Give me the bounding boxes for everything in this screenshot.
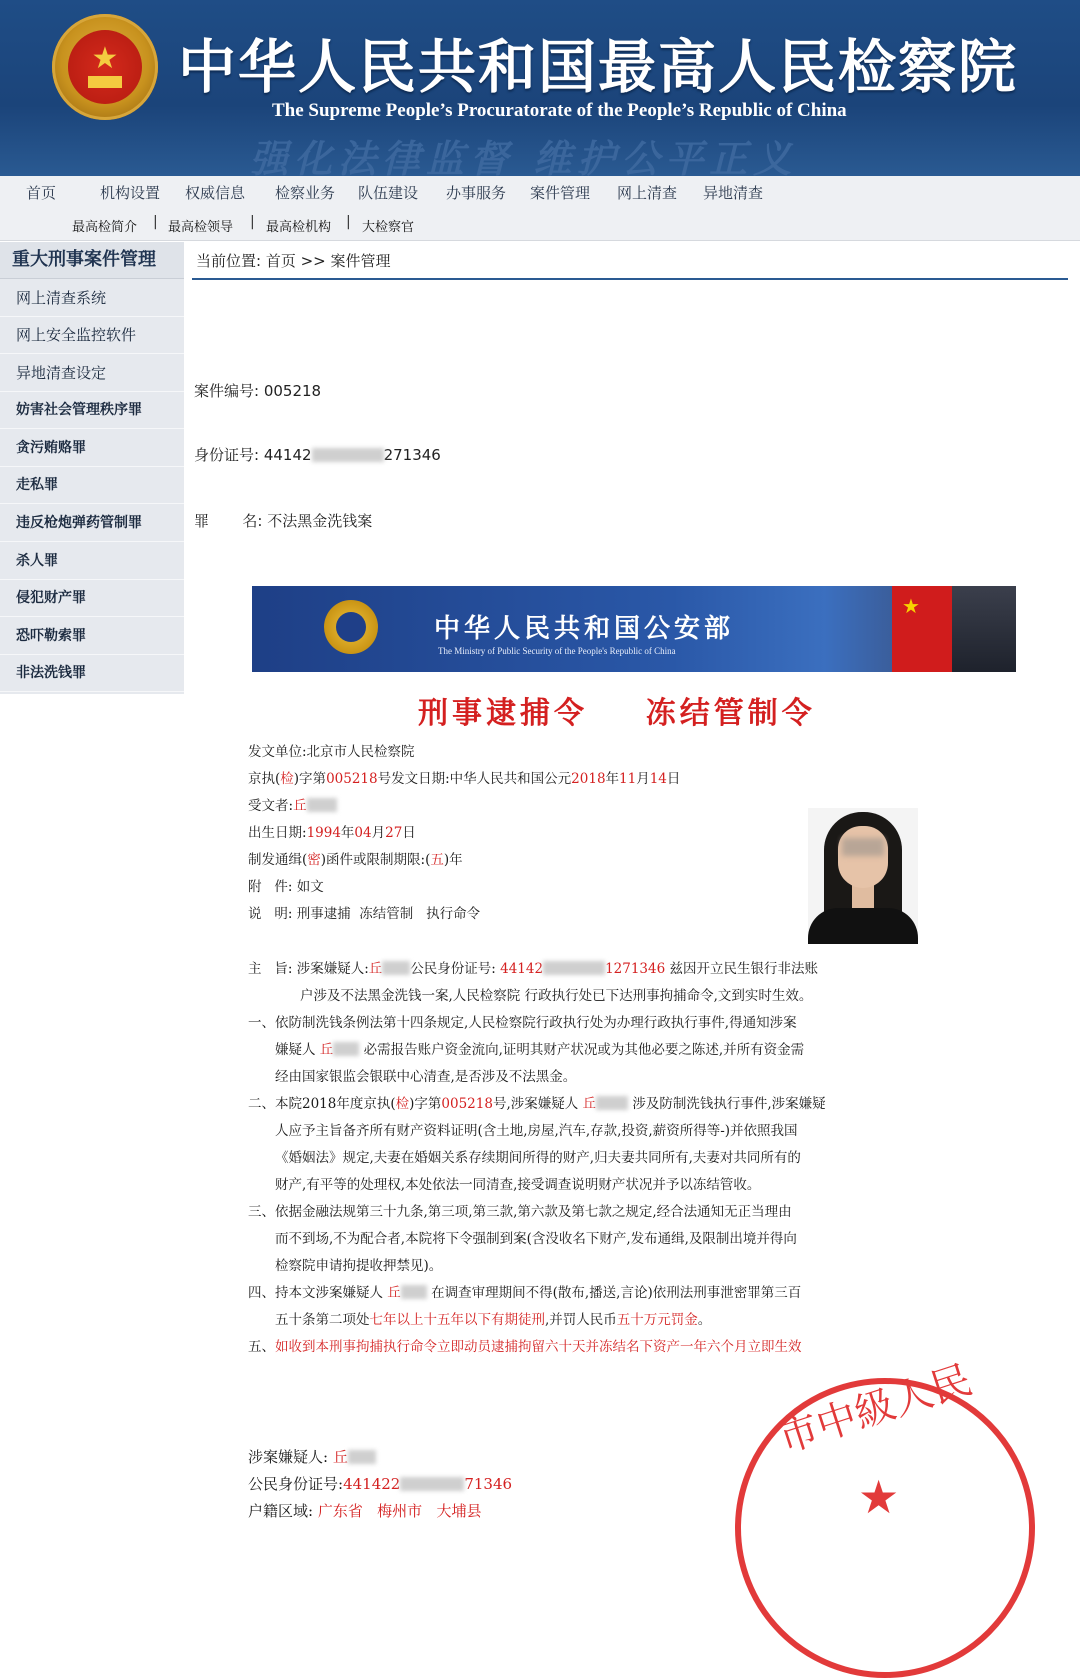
birth-label: 出生日期: <box>248 825 307 841</box>
nav-item-authoritative-info[interactable]: 权威信息 <box>185 184 246 202</box>
doc-clause-2-line-2: 人应予主旨备齐所有财产资料证明(含土地,房屋,汽车,存款,投资,薪资所得等-)并依照我国 <box>275 1123 798 1139</box>
main-text: 兹因开立民生银行非法账 <box>669 961 818 977</box>
redacted-block <box>312 448 384 462</box>
clause-text-red: 检 <box>395 1096 410 1112</box>
site-subtitle-en: The Supreme People’s Procuratorate of the People’s Republic of China <box>272 100 847 121</box>
sidebar-item-remote-check-settings[interactable]: 异地清查设定 <box>0 355 184 392</box>
sidebar-item-homicide-crime[interactable]: 杀人罪 <box>0 543 184 580</box>
main-text: 主 旨: 涉案嫌疑人: <box>248 961 369 977</box>
nav-item-team-building[interactable]: 队伍建设 <box>358 184 419 202</box>
doc-main-line-1 <box>248 960 818 978</box>
sidebar-item-smuggling-crime[interactable]: 走私罪 <box>0 467 184 504</box>
ref-text: 京执( <box>248 771 281 787</box>
ref-text: 日 <box>666 771 681 787</box>
nav-item-procuratorial-work[interactable]: 检察业务 <box>275 184 336 202</box>
sidebar-title: 重大刑事案件管理 <box>0 242 184 279</box>
sidebar-item-firearms-crime[interactable]: 违反枪炮弹药管制罪 <box>0 505 184 542</box>
redacted-block <box>400 1477 464 1491</box>
id-number-suffix: 271346 <box>383 446 441 464</box>
ministry-title-en: The Ministry of Public Security of the People's Republic of China <box>438 646 676 656</box>
doc-clause-3-line-3: 检察院申请拘提收押禁见)。 <box>275 1258 443 1274</box>
clause-suspect: 丘 <box>582 1096 597 1112</box>
doc-issuer: 发文单位:北京市人民检察院 <box>248 744 415 760</box>
clause-text: 四、持本文涉案嫌疑人 <box>248 1285 383 1301</box>
redacted-block <box>382 961 410 975</box>
ministry-header-banner <box>252 586 1016 672</box>
doc-restriction <box>248 851 463 869</box>
restrict-years: 五 <box>430 852 444 868</box>
doc-clause-1-line-1: 一、依防制洗钱条例法第十四条规定,人民检察院行政执行处为办理行政执行事件,得通知涉案 <box>248 1015 797 1031</box>
national-flag-icon: ★ <box>892 586 962 672</box>
clause-text: 在调查审理期间不得(散布,播送,言论)依刑法刑事泄密罪第三百 <box>431 1285 802 1301</box>
ref-month: 11 <box>619 771 637 787</box>
doc-birthdate: 出生日期:1994年04月27日 <box>248 825 416 841</box>
subnav-separator: | <box>153 214 158 230</box>
restrict-text: )年 <box>443 852 463 868</box>
doc-clause-4-line-1 <box>248 1284 801 1302</box>
doc-clause-1-line-2 <box>275 1041 804 1059</box>
clause-text: 五、 <box>248 1339 275 1355</box>
ref-text: 号发文日期:中华人民共和国公元 <box>377 771 572 787</box>
breadcrumb: 当前位置: 首页 >> 案件管理 <box>196 252 391 270</box>
seal-star-icon: ★ <box>858 1470 900 1524</box>
clause-text: 。 <box>697 1312 712 1328</box>
sidebar-item-security-monitor[interactable]: 网上安全监控软件 <box>0 317 184 354</box>
crime-name-row <box>194 510 372 531</box>
main-id-prefix: 44142 <box>500 961 544 977</box>
ref-year: 2018 <box>571 771 606 787</box>
case-number-label: 案件编号: <box>194 382 260 400</box>
case-number-row <box>194 380 321 401</box>
recipient-name: 丘 <box>293 798 307 814</box>
clause-order: 如收到本刑事拘捕执行命令立即动员逮捕拘留六十天并冻结名下资产一年六个月立即生效 <box>275 1339 802 1355</box>
footer-label: 户籍区域: <box>248 1502 314 1520</box>
doc-footer-id <box>248 1475 512 1493</box>
doc-attachment: 附 件: 如文 <box>248 879 324 895</box>
redacted-block <box>596 1096 628 1110</box>
doc-main-line-2: 户涉及不法黑金洗钱一案,人民检察院 行政执行处已下达刑事拘捕命令,文到实时生效。 <box>300 988 813 1004</box>
restrict-text: )函件或限制期限:( <box>320 852 431 868</box>
id-number-label: 身份证号: <box>194 446 260 464</box>
recipient-label: 受文者: <box>248 798 294 814</box>
subnav-item-institutions[interactable]: 最高检机构 <box>266 220 332 235</box>
redacted-block <box>543 961 605 975</box>
clause-text: 必需报告账户资金流向,证明其财产状况或为其他必要之陈述,并所有资金需 <box>363 1042 805 1058</box>
id-number-prefix: 44142 <box>263 446 312 464</box>
crime-name-value: 不法黑金洗钱案 <box>267 512 373 530</box>
subnav-item-intro[interactable]: 最高检简介 <box>72 220 138 235</box>
doc-clause-5 <box>248 1338 802 1356</box>
redacted-block <box>348 1450 376 1464</box>
clause-text: 二、本院2018年度京执( <box>248 1096 396 1112</box>
ref-number: 005218 <box>326 771 378 787</box>
clause-suspect: 丘 <box>319 1042 334 1058</box>
main-text: 公民身份证号: <box>410 961 496 977</box>
subnav-separator: | <box>346 214 351 230</box>
case-number-value: 005218 <box>263 382 322 400</box>
birth-year: 1994 <box>306 825 341 841</box>
main-nav <box>0 176 1080 241</box>
footer-label: 公民身份证号: <box>248 1475 344 1493</box>
restrict-secret: 密 <box>307 852 321 868</box>
seal-text: 市中級人民 <box>772 1356 978 1463</box>
sidebar-item-online-check-system[interactable]: 网上清查系统 <box>0 280 184 317</box>
suspect-photo <box>808 808 918 944</box>
subnav-item-leaders[interactable]: 最高检领导 <box>168 220 234 235</box>
ref-text: 月 <box>636 771 650 787</box>
doc-clause-4-line-2 <box>275 1311 711 1329</box>
redacted-block <box>307 798 337 812</box>
doc-clause-2-line-3: 《婚姻法》规定,夫妻在婚姻关系存续期间所得的财产,归夫妻共同所有,夫妻对共同所有的 <box>275 1150 801 1166</box>
clause-text: ,并罚人民币 <box>545 1312 617 1328</box>
main-suspect: 丘 <box>368 961 383 977</box>
doc-note: 说 明: 刑事逮捕 冻结管制 执行命令 <box>248 906 481 922</box>
footer-suspect: 丘 <box>332 1448 348 1466</box>
footer-label: 涉案嫌疑人: <box>248 1448 329 1466</box>
clause-fine: 五十万元罚金 <box>616 1312 698 1328</box>
doc-recipient <box>248 797 337 815</box>
clause-suspect: 丘 <box>387 1285 401 1301</box>
procuratorate-emblem-icon: ★ <box>52 14 158 120</box>
birth-day: 27 <box>385 825 403 841</box>
site-banner <box>0 0 1080 176</box>
doc-clause-1-line-3: 经由国家银监会银联中心清查,是否涉及不法黑金。 <box>275 1069 577 1085</box>
sidebar-item-extortion-crime[interactable]: 恐吓勒索罪 <box>0 618 184 655</box>
footer-id-suffix: 71346 <box>464 1475 513 1493</box>
doc-clause-2-line-4: 财产,有平等的处理权,本处依法一同清查,接受调查说明财产状况并予以冻结管收。 <box>275 1177 761 1193</box>
sidebar-item-public-order-crime[interactable]: 妨害社会管理秩序罪 <box>0 392 184 429</box>
subnav-item-prosecutors[interactable]: 大检察官 <box>362 220 415 235</box>
nav-item-services[interactable]: 办事服务 <box>446 184 507 202</box>
main-id-suffix: 1271346 <box>605 961 666 977</box>
nav-item-case-management[interactable]: 案件管理 <box>530 184 591 202</box>
doc-clause-3-line-1: 三、依据金融法规第三十九条,第三项,第三款,第六款及第七款之规定,经合法通知无正当理由 <box>248 1204 792 1220</box>
document-title: 刑事逮捕令 冻结管制令 <box>418 696 816 731</box>
footer-region: 广东省 梅州市 大埔县 <box>317 1502 482 1520</box>
site-motto: 强化法律监督 维护公平正义 <box>250 137 798 176</box>
redacted-block <box>401 1285 427 1299</box>
nav-item-online-check[interactable]: 网上清查 <box>617 184 678 202</box>
officers-image <box>952 586 1016 672</box>
clause-sentence: 七年以上十五年以下有期徒刑 <box>369 1312 545 1328</box>
doc-clause-2-line-1 <box>248 1095 826 1113</box>
ministry-title: 中华人民共和国公安部 <box>434 614 735 644</box>
nav-item-home[interactable]: 首页 <box>26 184 57 202</box>
clause-text: 五十条第二项处 <box>275 1312 370 1328</box>
clause-case-number: 005218 <box>441 1096 493 1112</box>
clause-text: 嫌疑人 <box>275 1042 316 1058</box>
sidebar-item-property-crime[interactable]: 侵犯财产罪 <box>0 580 184 617</box>
ref-day: 14 <box>649 771 667 787</box>
sidebar-item-money-laundering-crime[interactable]: 非法洗钱罪 <box>0 655 184 692</box>
birth-month: 04 <box>354 825 372 841</box>
clause-text: 号,涉案嫌疑人 <box>492 1096 579 1112</box>
doc-footer-suspect <box>248 1448 376 1466</box>
subnav-separator: | <box>250 214 255 230</box>
ref-text: )字第 <box>293 771 327 787</box>
breadcrumb-divider <box>192 278 1068 280</box>
ref-text: 年 <box>605 771 620 787</box>
site-title: 中华人民共和国最高人民检察院 <box>178 33 1019 101</box>
sidebar-item-bribery-crime[interactable]: 贪污贿赂罪 <box>0 430 184 467</box>
clause-text: )字第 <box>409 1096 442 1112</box>
ref-text-red: 检 <box>280 771 294 787</box>
clause-text: 涉及防制洗钱执行事件,涉案嫌疑 <box>632 1096 826 1112</box>
nav-item-organization[interactable]: 机构设置 <box>100 184 161 202</box>
id-number-row <box>194 444 441 465</box>
police-badge-icon <box>324 600 378 654</box>
restrict-text: 制发通缉( <box>248 852 308 868</box>
doc-clause-3-line-2: 而不到场,不为配合者,本院将下令强制到案(含没收名下财产,发布通缉,及限制出境并得向 <box>275 1231 797 1247</box>
nav-item-remote-check[interactable]: 异地清查 <box>703 184 764 202</box>
doc-reference <box>248 770 680 788</box>
footer-id-prefix: 441422 <box>343 1475 401 1493</box>
doc-footer-region <box>248 1502 481 1520</box>
crime-name-label: 罪 名: <box>194 512 263 530</box>
redacted-block <box>333 1042 359 1056</box>
